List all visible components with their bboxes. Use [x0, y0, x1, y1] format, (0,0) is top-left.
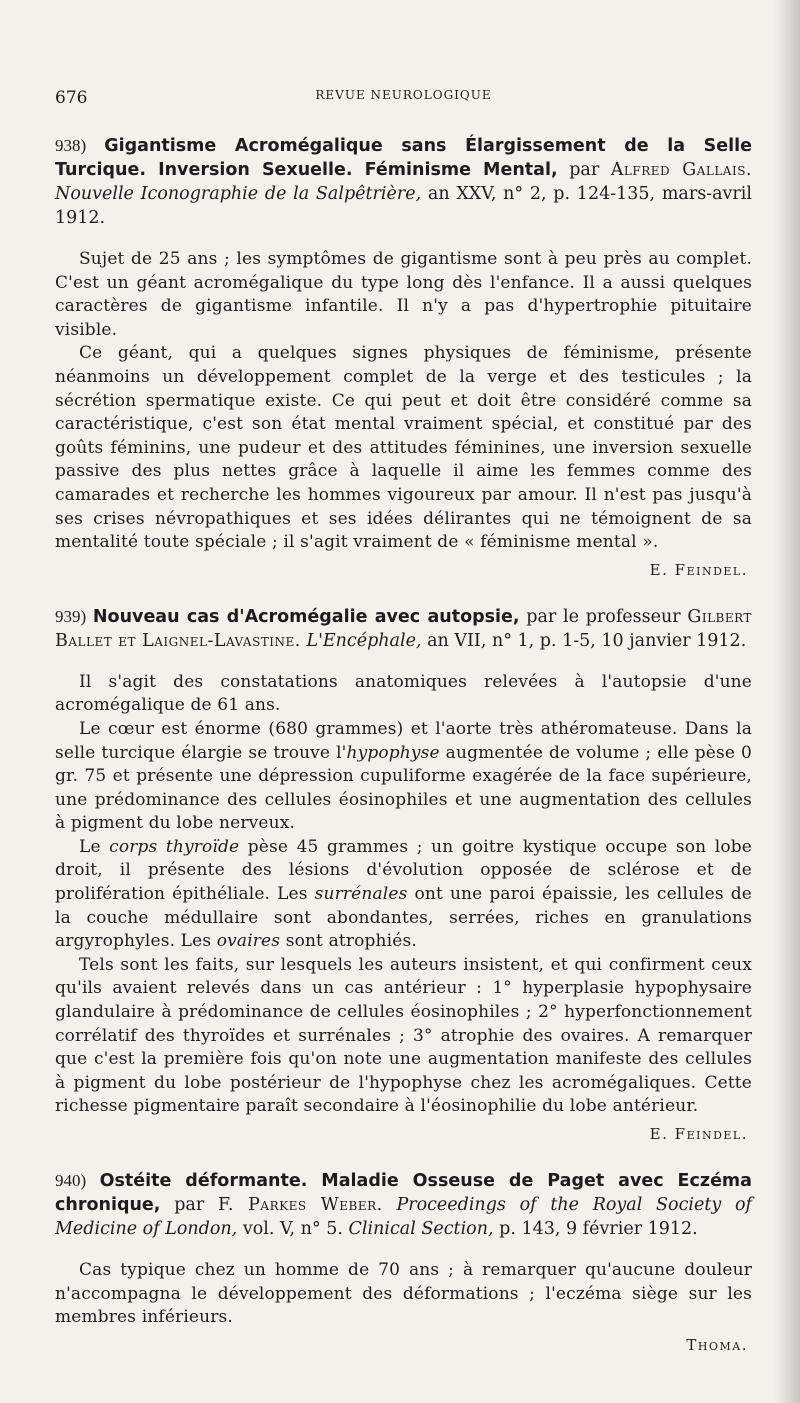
text-run: pèse 45 grammes ; un goitre kystique occupe son lobe droit, il présente des lésions d'évolution opposée de sclérose et de prolifération épithéliale. Les	[55, 836, 752, 905]
entry-body	[55, 248, 752, 555]
entry-by: par	[174, 1195, 205, 1215]
entry-signature: Thoma.	[686, 1335, 748, 1354]
entry-journal: Nouvelle Iconographie de la Salpêtrière,	[55, 184, 422, 204]
entry-by: par le professeur	[526, 606, 681, 627]
text-run: sont atrophiés.	[280, 931, 417, 952]
paragraph: Il s'agit des constatations anatomiques relevées à l'autopsie d'une acromégalique de 61 ans.	[55, 671, 752, 716]
entry-heading	[55, 1169, 752, 1241]
entry-number: 938)	[55, 136, 87, 155]
entry-number: 939)	[55, 606, 87, 626]
entry-title: Ostéite déformante. Maladie Osseuse de Paget avec Eczéma chronique,	[55, 1171, 752, 1215]
text-run: augmentée de volume ; elle pèse 0 gr. 75 et présente une dépression cupuliforme exagérée de la face supérieure, une prédominance des cellules éosinophiles et une augmentation des cellules à pigment du lobe nerveux.	[55, 742, 753, 834]
entry-heading	[55, 134, 752, 230]
entry-signature: E. Feindel.	[649, 560, 748, 579]
entry-authors: F. Parkes Weber.	[217, 1195, 383, 1215]
paragraph	[55, 718, 752, 836]
abstract-entry-939	[55, 605, 752, 1143]
entry-title: Gigantisme Acromégalique sans Élargissement de la Selle Turcique. Inversion Sexuelle. Féminisme Mental,	[55, 136, 752, 180]
italic-term: surrénales	[314, 884, 408, 905]
italic-term: hypophyse	[346, 742, 440, 763]
entry-volume: vol. V, n° 5.	[242, 1219, 343, 1239]
page-edge-shadow	[774, 0, 800, 1403]
running-title: REVUE NEUROLOGIQUE	[315, 88, 492, 102]
entry-body	[55, 671, 752, 1119]
entry-authors: Gilbert Ballet et Laignel-Lavastine.	[55, 606, 752, 651]
text-run: Le cœur est énorme (680 grammes) et l'aorte très athéromateuse. Dans la selle turcique élargie se trouve l'	[55, 718, 752, 763]
paragraph: Cas typique chez un homme de 70 ans ; à remarquer qu'aucune douleur n'accompagna le développement des déformations ; l'eczéma siège sur les membres inférieurs.	[55, 1260, 752, 1328]
entry-body	[55, 1259, 752, 1330]
entry-heading	[55, 605, 752, 653]
entry-citation: an XXV, n° 2, p. 124-135, mars-avril 1912.	[55, 184, 752, 228]
entry-journal: L'Encéphale,	[306, 630, 422, 651]
entry-signature: E. Feindel.	[649, 1125, 748, 1143]
paragraph	[55, 836, 752, 954]
entry-by: par	[569, 160, 600, 180]
italic-term: corps thyroïde	[109, 836, 240, 857]
italic-term: ovaires	[216, 931, 281, 952]
text-run: Le	[79, 836, 110, 857]
abstract-entry-940	[55, 1169, 752, 1354]
entry-citation: an VII, n° 1, p. 1-5, 10 janvier 1912.	[427, 630, 747, 651]
paragraph: Sujet de 25 ans ; les symptômes de gigantisme sont à peu près au complet. C'est un géant acromégalique du type long dès l'enfance. Il a aussi quelques caractères de gigantisme infantile. Il n'y a pas d'hypertrophie pituitaire visible.	[55, 249, 752, 340]
text-run: ont une paroi épaissie, les cellules de la couche médullaire sont abondantes, serrées, riches en granulations argyrophyles. Les	[55, 884, 752, 952]
paragraph: Ce géant, qui a quelques signes physiques de féminisme, présente néanmoins un développement complet de la verge et des testicules ; la sécrétion spermatique existe. Ce qui peut et doit être considéré comme sa caractéristique, c'est son état mental vraiment spécial, et constitué par des goûts féminins, une pudeur et des attitudes féminines, une inversion sexuelle passive des plus nettes grâce à laquelle il aime les femmes comme des camarades et recherche les hommes vigoureux par amour. Il n'est pas jusqu'à ses crises névropathiques et ses idées délirantes qui ne témoignent de sa mentalité toute spéciale ; il s'agit vraiment de « féminisme mental ».	[55, 343, 752, 553]
page-number: 676	[55, 88, 88, 108]
running-header	[55, 88, 752, 110]
entry-title: Nouveau cas d'Acromégalie avec autopsie,	[92, 606, 520, 627]
entry-authors: Alfred Gallais.	[610, 160, 752, 180]
entry-section: Clinical Section,	[348, 1219, 494, 1239]
paragraph: Tels sont les faits, sur lesquels les auteurs insistent, et qui confirment ceux qu'ils avaient relevés dans un cas antérieur : 1° hyperplasie hypophysaire glandulaire à prédominance de cellules éosinophiles ; 2° hyperfonctionnement corrélatif des thyroïdes et surrénales ; 3° atrophie des ovaires. A remarquer que c'est la première fois qu'on note une augmentation manifeste des cellules à pigment du lobe postérieur de l'hypophyse chez les acromégaliques. Cette richesse pigmentaire paraît secondaire à l'éosinophilie du lobe antérieur.	[55, 954, 752, 1117]
entry-citation: p. 143, 9 février 1912.	[499, 1219, 698, 1239]
entry-journal: Proceedings of the Royal Society of Medicine of London,	[55, 1195, 752, 1239]
entry-number: 940)	[55, 1171, 87, 1190]
abstract-entry-938	[55, 134, 752, 579]
